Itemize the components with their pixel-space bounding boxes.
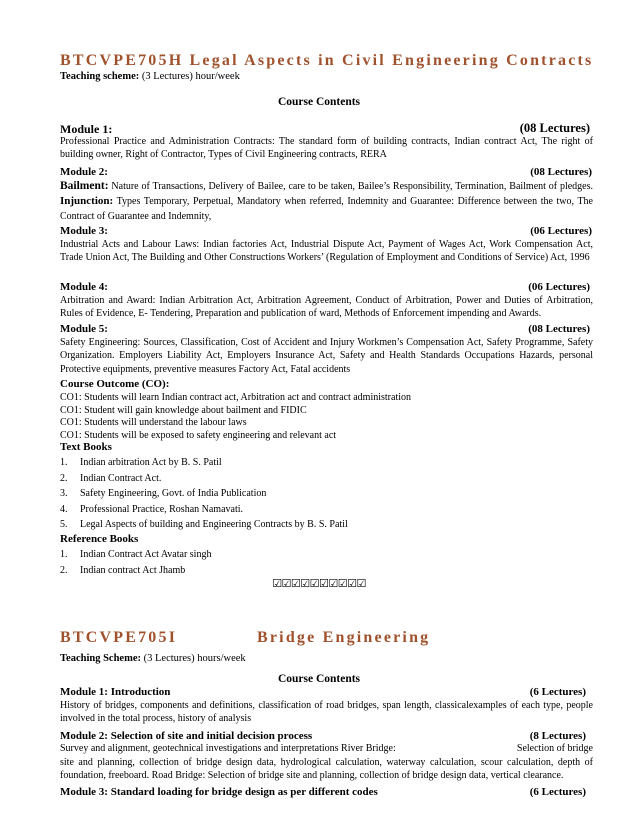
module-5-lectures: (08 Lectures) — [528, 323, 590, 335]
module-4-lectures: (06 Lectures) — [528, 281, 590, 293]
course-code: BTCVPE705I — [60, 629, 178, 646]
section-divider-checkmarks: ☑☑☑☑☑☑☑☑☑☑ — [272, 577, 366, 590]
course-contents-heading: Course Contents — [277, 96, 361, 108]
module-2-title: Module 2: — [60, 166, 108, 178]
teaching-scheme-value: (3 Lectures) hour/week — [141, 71, 240, 82]
module-1-lectures: (6 Lectures) — [529, 686, 586, 698]
module-2-lectures: (8 Lectures) — [529, 730, 586, 742]
module-3-text: Industrial Acts and Labour Laws: Indian factories Act, Industrial Dispute Act, Payment of Wages Act, Work Compensation Act, Trade Union Act, The Building and Other Constructions Workers’ (Regulation of Employment and Conditions of Service) Act, 1996 — [60, 239, 593, 264]
text-books-heading: Text Books — [60, 441, 112, 453]
module-2-text-line-1-right: Selection of bridge — [516, 743, 593, 754]
module-1-title: Module 1: Introduction — [60, 686, 171, 698]
list-item: 4. Professional Practice, Roshan Namavati. — [60, 503, 244, 515]
module-1-title: Module 1: — [60, 122, 113, 136]
module-5-text: Safety Engineering: Sources, Classification, Cost of Accident and Injury Workmen’s Compensation Act, Safety Programme, Safety Organization. Employers Liability Act, Employers Insurance Act, Safety and Health Standards Occupations Hazards, personal Protective equipments, preventive measures Factory Act, Fatal accidents — [60, 337, 593, 375]
teaching-scheme-label: Teaching scheme: — [60, 71, 140, 82]
module-2-text: site and planning, collection of bridge design data, hydrological calculation, waterway calculation, scour calculation, depth of foundation, freeboard. Road Bridge: Selection of bridge site and planning, collection of bridge design data, vertical clearance. — [60, 757, 593, 782]
course-title: BTCVPE705H Legal Aspects in Civil Engineering Contracts — [60, 52, 594, 69]
module-2-lectures: (08 Lectures) — [530, 166, 592, 178]
list-item: 1. Indian arbitration Act by B. S. Patil — [60, 457, 222, 468]
module-3-lectures: (06 Lectures) — [530, 225, 592, 237]
injunction-label: Injunction: — [60, 195, 114, 207]
teaching-scheme-label: Teaching Scheme: — [60, 653, 141, 664]
outcome-item: CO1: Students will understand the labour laws — [60, 417, 247, 428]
module-3-lectures: (6 Lectures) — [529, 786, 586, 798]
text-books-list — [60, 457, 580, 535]
module-4-title: Module 4: — [60, 281, 108, 293]
module-3-title: Module 3: Standard loading for bridge design as per different codes — [60, 786, 378, 798]
outcome-item: CO1: Student will gain knowledge about bailment and FIDIC — [60, 404, 307, 416]
module-1-text: History of bridges, components and definitions, classification of road bridges, span length, classicalexamples of each type, people involved in the total process, history of analysis — [60, 700, 593, 725]
bailment-text: Nature of Transactions, Delivery of Bailee, care to be taken, Bailee’s Responsibility, Termination, Bailment of pledges. — [108, 181, 593, 192]
module-4-text: Arbitration and Award: Indian Arbitration Act, Arbitration Agreement, Conduct of Arbitration, Power and Duties of Arbitration, Rules of Evidence, E- Tendering, Preparation and publication of ward, Methods of Enforcement impending and Awards. — [60, 295, 593, 320]
teaching-scheme-value: (3 Lectures) hours/week — [143, 653, 246, 664]
module-2-title: Module 2: Selection of site and initial decision process — [60, 730, 313, 742]
bailment-label: Bailment: — [60, 180, 109, 192]
injunction-text: Types Temporary, Perpetual, Mandatory when referred, Indemnity and Guarantee: Difference between the two, The Contract of Guarantee and Indemnity, — [60, 196, 593, 222]
module-1-lectures: (08 Lectures) — [519, 121, 590, 135]
module-2-text — [60, 179, 593, 224]
outcome-item: CO1: Students will learn Indian contract act, Arbitration act and contract administration — [60, 392, 412, 403]
outcome-item: CO1: Students will be exposed to safety engineering and relevant act — [60, 429, 337, 441]
module-2-text-line-1: Survey and alignment, geotechnical investigations and interpretations River Bridge: — [60, 743, 396, 754]
list-item: 2. Indian Contract Act. — [60, 472, 162, 484]
module-5-title: Module 5: — [60, 323, 108, 335]
list-item: 3. Safety Engineering, Govt. of India Publication — [60, 488, 267, 499]
list-item: 2. Indian contract Act Jhamb — [60, 564, 186, 576]
list-item: 1. Indian Contract Act Avatar singh — [60, 549, 212, 560]
course-outcome-heading: Course Outcome (CO): — [60, 378, 170, 390]
reference-books-heading: Reference Books — [60, 533, 139, 545]
module-3-title: Module 3: — [60, 225, 108, 237]
reference-books-list — [60, 549, 580, 580]
list-item: 5. Legal Aspects of building and Engineering Contracts by B. S. Patil — [60, 519, 348, 530]
teaching-scheme — [60, 653, 246, 664]
teaching-scheme — [60, 71, 240, 82]
module-1-text: Professional Practice and Administration Contracts: The standard form of building contracts, Indian contract Act, The right of building owner, Right of Contractor, Types of Civil Engineering contracts, RERA — [60, 136, 593, 161]
course-name: Bridge Engineering — [257, 629, 431, 646]
course-contents-heading: Course Contents — [277, 673, 361, 685]
